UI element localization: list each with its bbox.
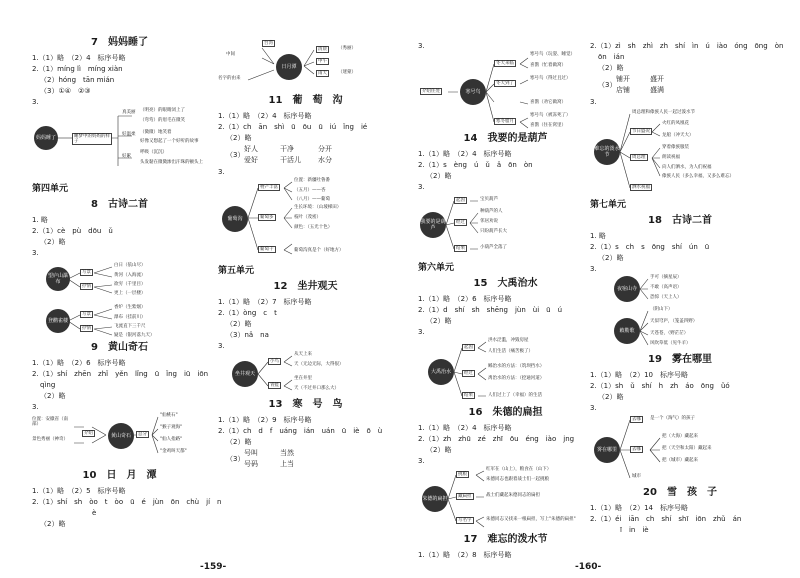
- mindmap-label: （八月）——葡萄: [294, 197, 330, 202]
- lesson17-title: 17 难忘的泼水节: [463, 534, 548, 545]
- mindmap-label: 坐在井里: [294, 376, 312, 381]
- hanhao-mindmap: [418, 52, 593, 130]
- text-line: 3.: [418, 457, 425, 465]
- text-line: ōn ián: [598, 53, 625, 61]
- mindmap-label: 香炉（生紫烟）: [114, 305, 146, 310]
- mindmap-box: 去哪: [632, 447, 641, 452]
- mindmap-label: （迷蒙）: [338, 70, 356, 75]
- mindmap-center: 葡萄沟: [222, 206, 248, 232]
- word: 水分: [318, 156, 332, 164]
- mindmap-box: 物产丰富: [260, 185, 278, 190]
- mindmap-label: 天（无边无际，大得很）: [294, 362, 344, 367]
- mindmap-label: 小葫芦全落了: [480, 245, 507, 250]
- text-line: 3.: [418, 42, 425, 50]
- page-number: -160-: [575, 562, 602, 572]
- mindmap-box: 介绍住处: [422, 89, 440, 94]
- word: 分开: [318, 145, 332, 153]
- text-line: （2）略: [598, 393, 624, 401]
- mindmap-label: 天（不过井口那么大）: [294, 386, 339, 391]
- mindmap-label: "仙桃石": [160, 413, 178, 418]
- mindmap-box: 小鸟: [270, 359, 279, 364]
- lesson8-title: 8 古诗二首: [91, 199, 148, 210]
- mindmap-label: 寒号鸟（得过且过）: [530, 76, 571, 81]
- word: 爱好: [244, 156, 258, 164]
- mindmap-label: 周总理和傣族人民一起过泼水节: [632, 110, 695, 115]
- mindmap-center: 难忘的泼水节: [594, 139, 620, 165]
- mindmap-label: 喜鹊（劝它做窝）: [530, 100, 566, 105]
- lesson9-title: 9 黄山奇石: [91, 342, 148, 353]
- mindmap-label: 朗读祝福: [662, 155, 680, 160]
- text-line: （2）略: [426, 446, 452, 454]
- lesson13-title: 13 寒 号 鸟: [268, 399, 343, 410]
- mindmap-label: 鲧治水的方法：（筑坝挡水）: [488, 364, 545, 369]
- word: 盛开: [650, 75, 664, 83]
- mindmap-label: 真美丽: [122, 110, 136, 115]
- mindmap-box: 写景: [82, 270, 91, 275]
- mindmap-label: 把（城市）藏起来: [662, 458, 698, 463]
- word-group-row: [218, 448, 393, 470]
- lesson18-title: 18 古诗二首: [648, 215, 712, 226]
- mindmap-center: 敕勒歌: [614, 318, 640, 344]
- mindmap-label: 战士们藏起朱德同志的扁担: [486, 493, 540, 498]
- text-line: （2）略: [226, 134, 252, 142]
- lesson16-mindmap: [418, 467, 593, 531]
- mindmap-label: 邻居劝说: [480, 219, 498, 224]
- mindmap-label: 疑是（银河落九天）: [114, 333, 155, 338]
- text-line: qìng: [40, 381, 56, 389]
- mindmap-label: 把（大海）藏起来: [662, 434, 698, 439]
- lesson19-title: 19 雾在哪里: [648, 354, 712, 365]
- text-line: 1.（1）略 （2）6 标序号略: [418, 295, 512, 303]
- lesson10-title: 10 日 月 潭: [82, 470, 157, 481]
- text-line: （2）略: [598, 64, 624, 72]
- mindmap-label: 瀑布（挂前川）: [114, 315, 146, 320]
- mindmap-box: 睡梦中的妈妈的样子: [74, 134, 110, 144]
- mindmap-box: 藏扁担: [458, 494, 472, 499]
- mindmap-label: 呼吸（沉沉）: [140, 150, 167, 155]
- word: 号码: [244, 460, 258, 468]
- mindmap-center: 日月潭: [276, 54, 302, 80]
- lesson16-title: 16 朱德的扁担: [468, 407, 543, 418]
- text-line: ī in iè: [620, 526, 649, 534]
- mindmap-label: （微微）地笑着: [140, 130, 172, 135]
- mindmap-label: （明亮）的眼睛闭上了: [140, 108, 185, 113]
- mindmap-box: 冬天来临: [496, 61, 514, 66]
- mindmap-center: 寒号鸟: [460, 79, 486, 105]
- text-line: （2）略: [40, 520, 66, 528]
- lesson15-mindmap: [418, 338, 593, 404]
- unit4-heading: 第四单元: [32, 184, 69, 194]
- text-line: 3.: [590, 98, 597, 106]
- mindmap-box: 抒情: [82, 284, 91, 289]
- word-group-row: [218, 144, 393, 166]
- mindmap-box: 节日盛况: [632, 129, 650, 134]
- mindmap-box: 抒情: [82, 326, 91, 331]
- mindmap-label: 朱德同志又找来一根扁担，写上"朱德的扁担": [486, 517, 576, 522]
- word: 盛满: [650, 86, 664, 94]
- word: 号叫: [244, 449, 258, 457]
- mindmap-label: （弯弯）的眉毛在微笑: [140, 118, 185, 123]
- text-line: 1.（1）略 （2）4 标序号略: [32, 54, 126, 62]
- mindmap-label: "猴子观海": [160, 425, 183, 430]
- text-line: 2.（1）òng c t: [218, 309, 277, 317]
- right-page: [400, 0, 800, 578]
- mindmap-label: 黄河（入海流）: [114, 273, 146, 278]
- word: 店铺: [616, 86, 630, 94]
- mindmap-label: 好像又想起了一个好听的故事: [140, 139, 199, 144]
- text-line: 3.: [590, 404, 597, 412]
- text-line: 2.（1）éi iān ch shí shī iōn zhǔ án: [590, 515, 742, 523]
- mindmap-label: 向人们洒水，为人们祝福: [662, 165, 712, 170]
- text-line: （2）略: [40, 238, 66, 246]
- mindmap-box: 写景: [82, 312, 91, 317]
- text-line: 2.（1）cè pù dōu ǔ: [32, 227, 113, 235]
- lesson12-title: 12 坐井观天: [273, 281, 338, 292]
- mindmap-label: 人们生活（痛苦极了）: [488, 349, 533, 354]
- mindmap-label: 景色秀丽（神奇）: [32, 437, 68, 442]
- unit5-heading: 第五单元: [218, 266, 255, 276]
- text-line: 3.: [590, 265, 597, 273]
- text-line: （2）略: [426, 317, 452, 325]
- lesson11-mindmap: [218, 178, 393, 260]
- right-col-3: [418, 40, 593, 561]
- mindmap-box: 结果: [464, 393, 473, 398]
- mindmap-box: 台湾: [264, 41, 273, 46]
- mindmap-label: 枝叶（茂密）: [294, 215, 321, 220]
- text-line: 3.: [32, 98, 39, 106]
- mindmap-label: （阴山下）: [650, 307, 673, 312]
- text-line: 3.: [418, 183, 425, 191]
- text-line: （3）: [598, 81, 617, 89]
- word-group-row: [590, 74, 770, 96]
- mindmap-label: 位置：安徽省（南部）: [32, 417, 68, 427]
- text-line: 2.（1）shí sh òo t òo ū é jùn ōn chù jí n: [32, 498, 222, 506]
- text-line: 2.（1）míng lì míng xiàn: [32, 65, 123, 73]
- mindmap-label: 禹治水的方法：（挖通河道）: [488, 376, 545, 381]
- mindmap-label: 好温柔: [122, 132, 136, 137]
- mindmap-center: 黄山奇石: [108, 423, 134, 449]
- mindmap-label: 天似穹庐，（笼盖四野）: [650, 319, 698, 324]
- mindmap-label: 人们过上了（幸福）的生活: [488, 393, 542, 398]
- word: 好人: [244, 145, 258, 153]
- mindmap-box: 清晨: [318, 47, 327, 52]
- text-line: 2.（1）zì sh zhì zh shí ìn ú iào óng ōng òn: [590, 42, 784, 50]
- mindmap-center: 朱德的扁担: [422, 486, 448, 512]
- lesson9-mindmap: [32, 413, 207, 461]
- mindmap-box: 写名字: [458, 518, 472, 523]
- mindmap-label: 龙船（冲天大）: [662, 133, 694, 138]
- text-line: （2）hóng tān mián: [40, 76, 115, 84]
- mindmap-label: 白日（依山尽）: [114, 263, 146, 268]
- mindmap-label: 更上（一层楼）: [114, 291, 146, 296]
- text-line: 3.: [32, 249, 39, 257]
- mindmap-box: 去哪: [632, 417, 641, 422]
- mindmap-label: 生长环境：（山坡梯田）: [294, 205, 342, 210]
- text-line: （2）略: [226, 320, 252, 328]
- text-line: （2）略: [426, 172, 452, 180]
- text-line: 2.（1）s èng ú ǔ ǎ ōn òn: [418, 161, 533, 169]
- mindmap-box: 青蛙: [270, 383, 279, 388]
- mindmap-box: 寒冬腊月: [496, 119, 514, 124]
- mindmap-center: 夜宿山寺: [614, 276, 640, 302]
- mindmap-label: 风吹草低（见牛羊）: [650, 341, 691, 346]
- text-line: （2）略: [40, 392, 66, 400]
- mindmap-label: 天苍苍，（野茫茫）: [650, 331, 689, 336]
- text-line: 1.（1）略 （2）6 标序号略: [32, 359, 126, 367]
- mindmap-label: 城市: [632, 474, 641, 479]
- text-line: 2.（1）ch d f uáng ián uán ū iè ō ù: [218, 427, 383, 435]
- mindmap-box: 冬天到了: [496, 81, 514, 86]
- mindmap-box: 总分: [138, 432, 147, 437]
- mindmap-box: 结果: [456, 246, 465, 251]
- text-line: 2.（1）ch ān shì ū ōu ū iú ǐng ié: [218, 123, 368, 131]
- mindmap-label: 葡萄沟真是个（好地方）: [294, 248, 344, 253]
- mindmap-box: 雨天: [318, 71, 327, 76]
- text-line: 1.（1）略 （2）4 标序号略: [418, 150, 512, 158]
- mindmap-box: 经过: [464, 371, 473, 376]
- text-line: 1.（1）略 （2）5 标序号略: [32, 487, 126, 495]
- mindmap-label: 只盼葫芦长大: [480, 229, 507, 234]
- unit7-heading: 第七单元: [590, 200, 627, 210]
- word: 干活儿: [280, 156, 301, 164]
- text-line: 2.（1）zh zhū zé zhī ōu éng iào jng: [418, 435, 575, 443]
- lesson12-mindmap: [218, 352, 393, 396]
- lesson14-title: 14 我要的是葫芦: [463, 133, 548, 144]
- text-line: 2.（1）sh ǔ shí h zh áo ōng ǔó: [590, 382, 730, 390]
- lesson15-title: 15 大禹治水: [473, 278, 538, 289]
- text-line: （3）: [226, 151, 245, 159]
- mindmap-box: 介绍: [84, 431, 93, 436]
- mindmap-box: 周总理: [632, 155, 646, 160]
- mindmap-label: 手可（摘星辰）: [650, 275, 682, 280]
- mindmap-label: 穿着傣族服装: [662, 145, 689, 150]
- mindmap-label: 洪水泛滥，冲毁房屋: [488, 338, 529, 343]
- word: 上当: [280, 460, 294, 468]
- lesson20-title: 20 雪 孩 子: [643, 487, 717, 498]
- lesson11-title: 11 葡 萄 沟: [268, 95, 343, 106]
- mindmap-label: 朱德同志也跟着战士们一起挑粮: [486, 477, 549, 482]
- mindmap-box: 经过: [456, 220, 465, 225]
- mindmap-label: "仙人指路": [160, 437, 183, 442]
- text-line: 2.（1）shí zhēn zhǐ yěn lǐng ū ǐng iū iōn: [32, 370, 209, 378]
- mindmap-label: 头发黏在微微渗出汗珠的额头上: [140, 160, 203, 165]
- mindmap-box: 起因: [464, 345, 473, 350]
- text-line: 1.（1）略 （2）9 标序号略: [218, 416, 312, 424]
- text-line: 2.（1）s ch s ōng shí ún ū: [590, 243, 710, 251]
- mindmap-label: 中间: [226, 52, 235, 57]
- mindmap-label: 宝贝葫芦: [480, 197, 498, 202]
- lesson7-mindmap: [32, 108, 207, 178]
- poshui-mindmap: [590, 108, 770, 194]
- text-line: （2）略: [598, 254, 624, 262]
- text-line: 3.: [218, 342, 225, 350]
- mindmap-label: 从天上来: [294, 352, 312, 357]
- mindmap-label: 恐惊（天上人）: [650, 295, 682, 300]
- mindmap-center: 登鹳雀楼: [46, 309, 70, 333]
- text-line: （3）: [226, 455, 245, 463]
- mindmap-label: 飞流直下三千尺: [114, 324, 146, 329]
- left-col-1: [32, 34, 222, 530]
- right-col-4: [590, 40, 784, 536]
- text-line: （2）略: [226, 438, 252, 446]
- mindmap-label: （秀丽）: [338, 46, 356, 51]
- text-line: 1.（1）略 （2）4 标序号略: [218, 112, 312, 120]
- mindmap-label: 不敢（高声语）: [650, 285, 682, 290]
- mindmap-center: 妈妈睡了: [34, 126, 58, 150]
- mindmap-label: 喜鹊（忙着做窝）: [530, 63, 566, 68]
- word: 当然: [280, 449, 294, 457]
- mindmap-label: 傣族人民（多么幸福，又多么难忘）: [662, 174, 734, 179]
- text-line: 3.: [32, 403, 39, 411]
- mindmap-box: 葡萄干: [260, 247, 274, 252]
- lesson8-mindmap: [32, 259, 207, 339]
- mindmap-box: 挑粮: [458, 472, 467, 477]
- text-line: 1. 略: [590, 232, 606, 240]
- mindmap-label: 把（天空和太阳）藏起来: [662, 446, 712, 451]
- mindmap-label: "金鸡叫天都": [160, 449, 187, 454]
- mindmap-label: 喜鹊（住在窝里）: [530, 123, 566, 128]
- riyuetan-mindmap: [218, 40, 393, 92]
- mindmap-box: 中午: [318, 59, 327, 64]
- text-line: 1.（1）略 （2）10 标序号略: [590, 371, 688, 379]
- mindmap-label: 是一个（淘气）的孩子: [650, 416, 695, 421]
- text-line: 1.（1）略 （2）8 标序号略: [418, 551, 512, 559]
- text-line: 2.（1）d shí sh shēng jùn ùi ū ú: [418, 306, 563, 314]
- word: 铺开: [616, 75, 630, 83]
- unit6-heading: 第六单元: [418, 263, 455, 273]
- mindmap-center: 大禹治水: [428, 359, 454, 385]
- text-line: è: [92, 509, 97, 517]
- mindmap-label: 红军在（山上），粮食在（山下）: [486, 467, 552, 472]
- lesson18-mindmap: [590, 275, 770, 351]
- text-line: 3.: [418, 328, 425, 336]
- text-line: 1.（1）略 （2）7 标序号略: [218, 298, 312, 306]
- text-line: 3.: [218, 168, 225, 176]
- text-line: 1.（1）略 （2）14 标序号略: [590, 504, 688, 512]
- mindmap-label: 颜色：（五光十色）: [294, 225, 333, 230]
- word: 干净: [280, 145, 294, 153]
- text-line: 1.（1）略 （2）4 标序号略: [418, 424, 512, 432]
- mindmap-box: 葡萄多: [260, 215, 274, 220]
- mindmap-label: 名字的由来: [218, 76, 241, 81]
- mindmap-center: 坐井观天: [232, 361, 258, 387]
- mindmap-label: 欲穷（千里目）: [114, 282, 146, 287]
- mindmap-box: 起因: [456, 198, 465, 203]
- lesson7-title: 7 妈妈睡了: [91, 37, 148, 48]
- left-col-2: [218, 40, 393, 471]
- mindmap-label: 位置：新疆吐鲁番: [294, 178, 330, 183]
- mindmap-box: 洒水祝福: [632, 185, 650, 190]
- text-line: （3）①④ ②③: [40, 87, 91, 95]
- mindmap-label: 火红的凤凰花: [662, 121, 689, 126]
- page-number: -159-: [200, 562, 227, 572]
- text-line: 1. 略: [32, 216, 48, 224]
- mindmap-center: 望庐山瀑布: [46, 267, 70, 291]
- text-line: （3）nǎ na: [226, 331, 269, 339]
- lesson19-mindmap: [590, 414, 770, 484]
- mindmap-label: 好累: [122, 154, 131, 159]
- mindmap-center: 雾在哪里: [594, 437, 620, 463]
- mindmap-center: 我要的是葫芦: [420, 212, 446, 238]
- mindmap-label: 种葫芦的人: [480, 209, 503, 214]
- mindmap-label: （五月）——杏: [294, 188, 326, 193]
- mindmap-lines: [218, 40, 393, 92]
- mindmap-label: 寒号鸟（被冻死了）: [530, 113, 571, 118]
- lesson14-mindmap: [418, 193, 593, 257]
- mindmap-label: 寒号鸟（玩耍、睡觉）: [530, 52, 575, 57]
